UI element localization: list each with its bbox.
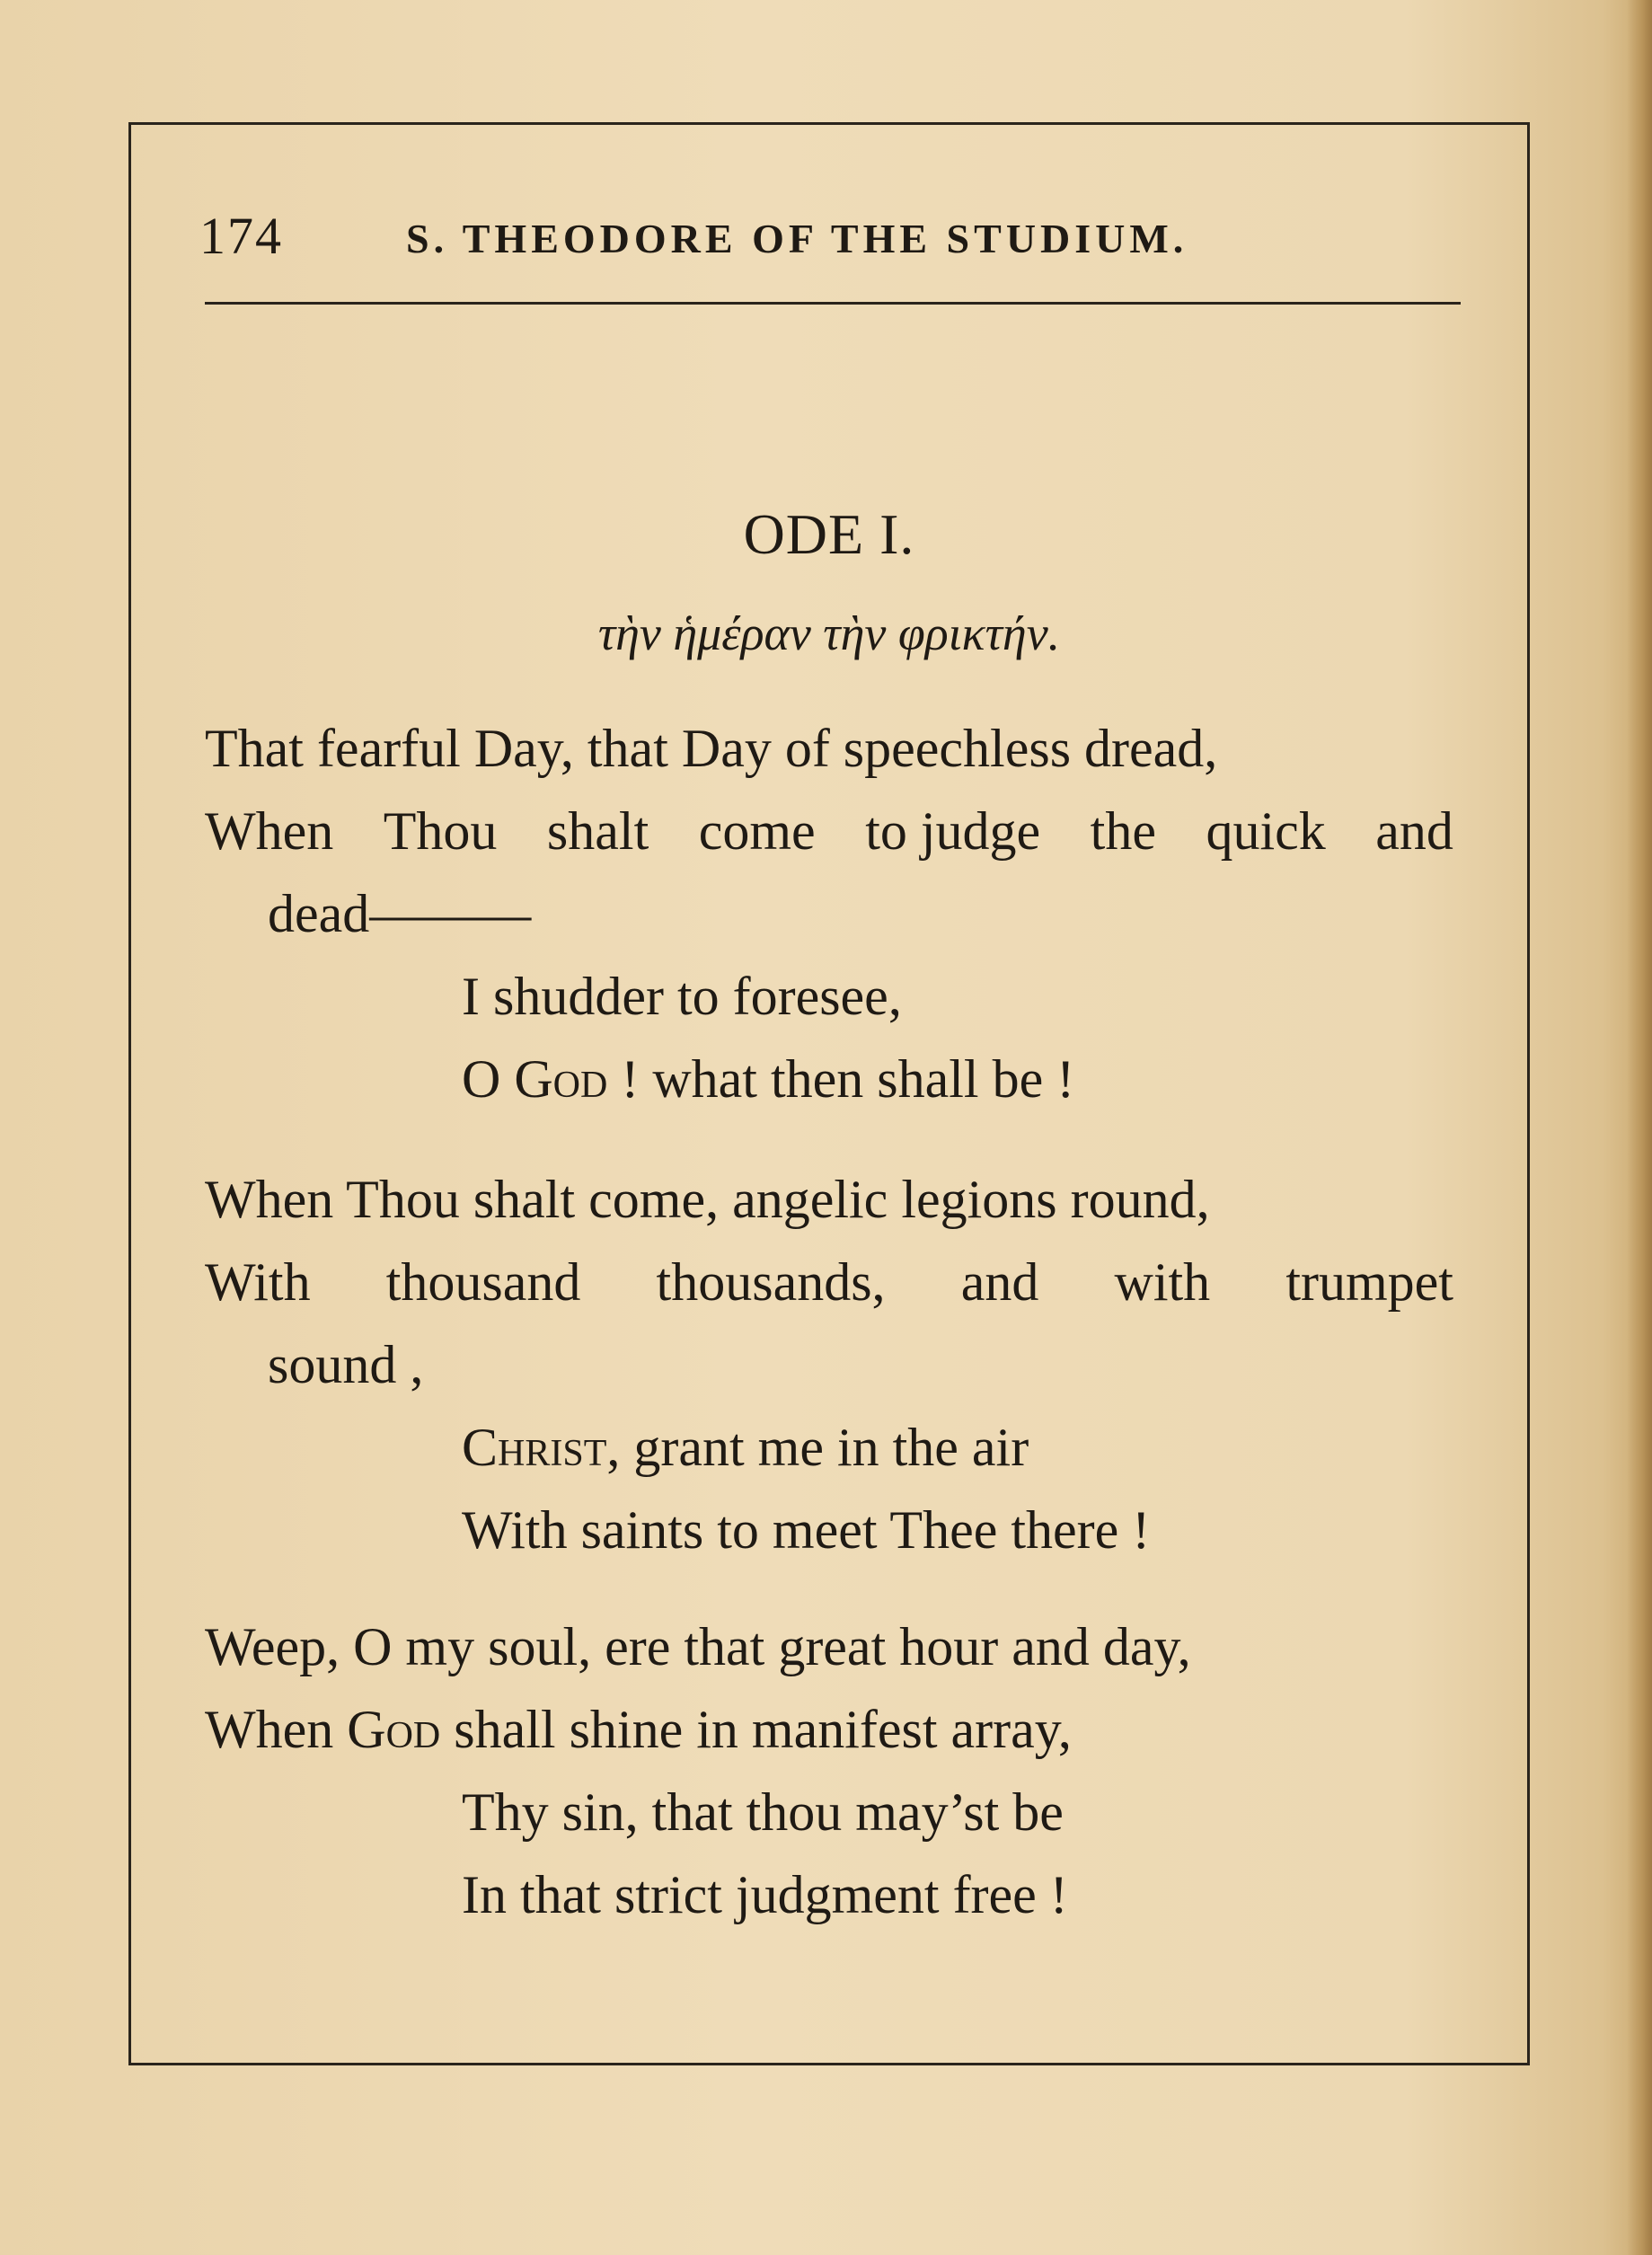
page-edge-shadow xyxy=(1627,0,1652,2255)
word: and xyxy=(1375,801,1453,861)
text-run: , grant me in the air xyxy=(606,1418,1029,1477)
word: quick xyxy=(1206,801,1326,861)
frame-top-rule xyxy=(128,122,1530,125)
text-run: shall shine in manifest array, xyxy=(440,1700,1072,1759)
text-run: ! what then shall be ! xyxy=(607,1049,1075,1109)
text-run: O xyxy=(462,1049,515,1109)
frame-bottom-rule xyxy=(128,2063,1530,2065)
ode-title: ODE I. xyxy=(743,502,915,566)
stanza1-line2-turnover: dead——— xyxy=(268,884,532,943)
word: come xyxy=(698,801,816,861)
stanza3-line3: Thy sin, that thou may’st be xyxy=(462,1782,1064,1842)
word: thousands, xyxy=(656,1252,886,1312)
running-head xyxy=(199,205,1457,268)
word: trumpet xyxy=(1285,1252,1453,1312)
word: Thou xyxy=(383,801,498,861)
word: When xyxy=(205,801,334,861)
stanza2-line3 xyxy=(462,1414,1029,1481)
stanza1-line1: That fearful Day, that Day of speechless dread, xyxy=(205,719,1218,778)
running-title: S. THEODORE OF THE STUDIUM. xyxy=(406,216,1188,261)
stanza3-line4: In that strict judgment free ! xyxy=(462,1865,1068,1924)
stanza2-line1: When Thou shalt come, angelic legions round, xyxy=(205,1170,1210,1229)
frame-left-rule xyxy=(128,122,131,2063)
stanza1-line2 xyxy=(205,798,1453,864)
word: with xyxy=(1114,1252,1211,1312)
stanza1-line4 xyxy=(462,1046,1074,1112)
word: shalt xyxy=(546,801,649,861)
frame-right-rule xyxy=(1527,122,1530,2063)
word: the xyxy=(1090,801,1156,861)
text-run: When xyxy=(205,1700,348,1759)
greek-incipit: τὴν ἡμέραν τὴν φρικτήν. xyxy=(597,606,1061,660)
word: With xyxy=(205,1252,311,1312)
word: and xyxy=(960,1252,1039,1312)
stanza3-line1: Weep, O my soul, ere that great hour and day, xyxy=(205,1617,1191,1676)
stanza2-line2-turnover: sound , xyxy=(268,1335,424,1394)
page-number: 174 xyxy=(199,207,283,265)
divine-name: God xyxy=(347,1700,441,1759)
stanza2-line2 xyxy=(205,1249,1453,1315)
stanza1-line3: I shudder to foresee, xyxy=(462,967,902,1026)
stanza3-line2 xyxy=(205,1696,1072,1763)
divine-name: Christ xyxy=(462,1418,607,1477)
divine-name: God xyxy=(514,1049,608,1109)
word: to judge xyxy=(865,801,1041,861)
header-rule xyxy=(205,302,1461,305)
word: thousand xyxy=(385,1252,581,1312)
stanza2-line4: With saints to meet Thee there ! xyxy=(462,1500,1151,1560)
